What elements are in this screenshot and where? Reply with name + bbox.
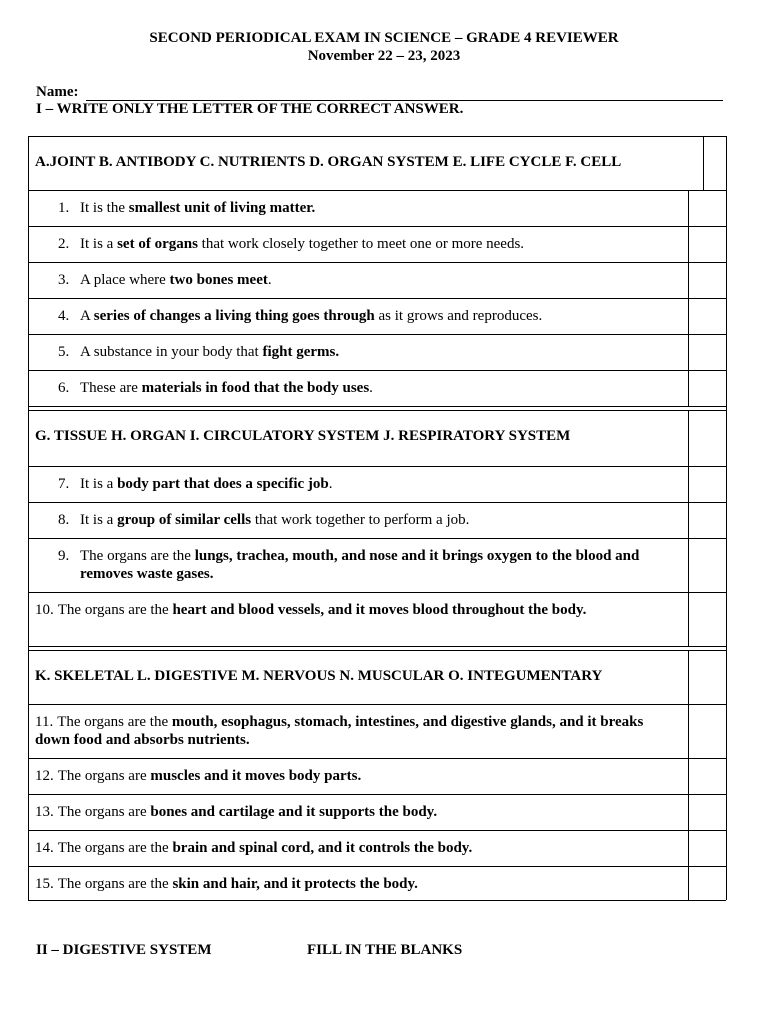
question-12 xyxy=(35,767,680,785)
question-phrase: A xyxy=(80,308,94,324)
section-2-heading: II – DIGESTIVE SYSTEM xyxy=(36,942,212,958)
row-divider xyxy=(28,650,726,651)
question-2 xyxy=(58,235,678,253)
question-13 xyxy=(35,803,680,821)
choices-row-3: K. SKELETAL L. DIGESTIVE M. NERVOUS N. MUSCULAR O. INTEGUMENTARY xyxy=(35,668,603,684)
question-phrase: The organs are the xyxy=(57,714,172,730)
answer-box-13[interactable] xyxy=(688,794,726,830)
question-phrase: It is the xyxy=(80,200,129,216)
question-phrase: . xyxy=(369,380,373,396)
key-phrase: set of organs xyxy=(117,236,198,252)
answer-box-8[interactable] xyxy=(688,502,726,538)
key-phrase: group of similar cells xyxy=(117,512,252,528)
question-6 xyxy=(58,379,678,397)
answer-box-9[interactable] xyxy=(688,538,726,592)
question-text xyxy=(58,876,418,892)
question-text xyxy=(35,714,643,748)
question-text xyxy=(80,511,678,529)
question-phrase: A place where xyxy=(80,272,170,288)
question-5 xyxy=(58,343,678,361)
question-text xyxy=(58,840,472,856)
question-phrase: as it grows and reproduces. xyxy=(374,308,543,324)
row-divider xyxy=(28,592,726,593)
question-number: 15. xyxy=(35,876,54,892)
answer-box-1[interactable] xyxy=(688,190,726,226)
question-number: 4. xyxy=(58,308,70,324)
question-text xyxy=(58,804,437,820)
question-number: 10. xyxy=(35,602,54,618)
section-2-instruction: FILL IN THE BLANKS xyxy=(307,942,463,958)
answer-box-4[interactable] xyxy=(688,298,726,334)
key-phrase: series of changes a living thing goes through xyxy=(93,308,375,324)
row-divider xyxy=(28,406,726,407)
key-phrase: two bones meet xyxy=(169,272,268,288)
section-1-heading: I – WRITE ONLY THE LETTER OF THE CORRECT ANSWER. xyxy=(36,101,464,117)
question-text xyxy=(80,271,678,289)
key-phrase: mouth, esophagus, stomach, intestines, and digestive glands, and it breaks down food and absorbs nutrients. xyxy=(35,714,644,748)
key-phrase: skin and hair, and it protects the body. xyxy=(172,876,418,892)
question-phrase: These are xyxy=(80,380,142,396)
question-9 xyxy=(58,547,678,583)
key-phrase: bones and cartilage and it supports the body. xyxy=(150,804,438,820)
answer-box-15[interactable] xyxy=(688,866,726,900)
question-14 xyxy=(35,839,680,857)
question-15 xyxy=(35,875,680,893)
key-phrase: materials in food that the body uses xyxy=(141,380,370,396)
question-number: 13. xyxy=(35,804,54,820)
row-divider xyxy=(28,410,726,411)
key-phrase: lungs, trachea, mouth, and nose and it brings oxygen to the blood and removes waste gases. xyxy=(80,548,640,582)
row-divider xyxy=(28,466,726,467)
question-number: 1. xyxy=(58,200,70,216)
answer-box-12[interactable] xyxy=(688,758,726,794)
question-phrase: The organs are the xyxy=(80,548,195,564)
question-4 xyxy=(58,307,678,325)
row-divider xyxy=(28,298,726,299)
key-phrase: muscles and it moves body parts. xyxy=(150,768,362,784)
row-divider xyxy=(28,538,726,539)
question-11 xyxy=(35,713,680,749)
answer-box-border xyxy=(703,136,704,190)
question-text xyxy=(80,475,678,493)
name-label: Name: xyxy=(36,84,79,100)
row-divider xyxy=(28,866,726,867)
question-text xyxy=(80,343,678,361)
question-7 xyxy=(58,475,678,493)
question-8 xyxy=(58,511,678,529)
question-phrase: It is a xyxy=(80,476,118,492)
row-divider xyxy=(28,794,726,795)
exam-date: November 22 – 23, 2023 xyxy=(307,48,461,64)
question-3 xyxy=(58,271,678,289)
row-divider xyxy=(28,226,726,227)
row-divider xyxy=(28,758,726,759)
question-phrase: that work closely together to meet one or more needs. xyxy=(197,236,525,252)
question-phrase: . xyxy=(267,272,272,288)
question-number: 11. xyxy=(35,714,54,730)
row-divider xyxy=(28,502,726,503)
answer-box-border xyxy=(688,410,689,466)
question-1 xyxy=(58,199,678,217)
answer-box-6[interactable] xyxy=(688,370,726,406)
question-text xyxy=(58,768,361,784)
row-divider xyxy=(28,190,726,191)
question-10 xyxy=(35,601,680,619)
question-text xyxy=(80,307,678,325)
choices-row-2: G. TISSUE H. ORGAN I. CIRCULATORY SYSTEM J. RESPIRATORY SYSTEM xyxy=(35,428,571,444)
answer-box-7[interactable] xyxy=(688,466,726,502)
answer-box-10[interactable] xyxy=(688,592,726,646)
question-phrase: It is a xyxy=(80,512,118,528)
question-text xyxy=(80,235,678,253)
answer-box-border xyxy=(688,650,689,704)
key-phrase: heart and blood vessels, and it moves blood throughout the body. xyxy=(172,602,587,618)
row-divider xyxy=(28,646,726,647)
key-phrase: body part that does a specific job xyxy=(117,476,329,492)
question-number: 2. xyxy=(58,236,70,252)
question-phrase: The organs are the xyxy=(57,876,173,892)
row-divider xyxy=(28,334,726,335)
answer-box-5[interactable] xyxy=(688,334,726,370)
question-phrase: The organs are the xyxy=(57,840,173,856)
question-number: 14. xyxy=(35,840,54,856)
question-phrase: . xyxy=(328,476,333,492)
question-number: 12. xyxy=(35,768,54,784)
question-text xyxy=(58,602,587,618)
question-number: 8. xyxy=(58,512,70,528)
question-phrase: A substance in your body that xyxy=(80,344,263,360)
table-right-border xyxy=(726,136,727,900)
question-text xyxy=(80,199,678,217)
key-phrase: fight germs. xyxy=(262,344,340,360)
table-bottom-border xyxy=(28,900,726,901)
question-phrase: that work together to perform a job. xyxy=(251,512,470,528)
row-divider xyxy=(28,704,726,705)
answer-box-14[interactable] xyxy=(688,830,726,866)
question-number: 3. xyxy=(58,272,70,288)
choices-row-1: A.JOINT B. ANTIBODY C. NUTRIENTS D. ORGAN SYSTEM E. LIFE CYCLE F. CELL xyxy=(35,154,622,170)
row-divider xyxy=(28,370,726,371)
question-number: 7. xyxy=(58,476,70,492)
row-divider xyxy=(28,830,726,831)
key-phrase: smallest unit of living matter. xyxy=(128,200,316,216)
table-left-border xyxy=(28,136,29,900)
question-text xyxy=(80,547,678,583)
question-phrase: The organs are the xyxy=(57,602,173,618)
question-phrase: The organs are xyxy=(57,768,151,784)
answer-box-2[interactable] xyxy=(688,226,726,262)
row-divider xyxy=(28,136,726,137)
question-phrase: The organs are xyxy=(57,804,151,820)
page-title: SECOND PERIODICAL EXAM IN SCIENCE – GRADE 4 REVIEWER xyxy=(149,30,619,46)
question-number: 6. xyxy=(58,380,70,396)
question-text xyxy=(80,379,678,397)
question-number: 9. xyxy=(58,548,70,564)
question-number: 5. xyxy=(58,344,70,360)
answer-box-3[interactable] xyxy=(688,262,726,298)
answer-box-11[interactable] xyxy=(688,704,726,758)
key-phrase: brain and spinal cord, and it controls the body. xyxy=(172,840,473,856)
question-phrase: It is a xyxy=(80,236,118,252)
row-divider xyxy=(28,262,726,263)
